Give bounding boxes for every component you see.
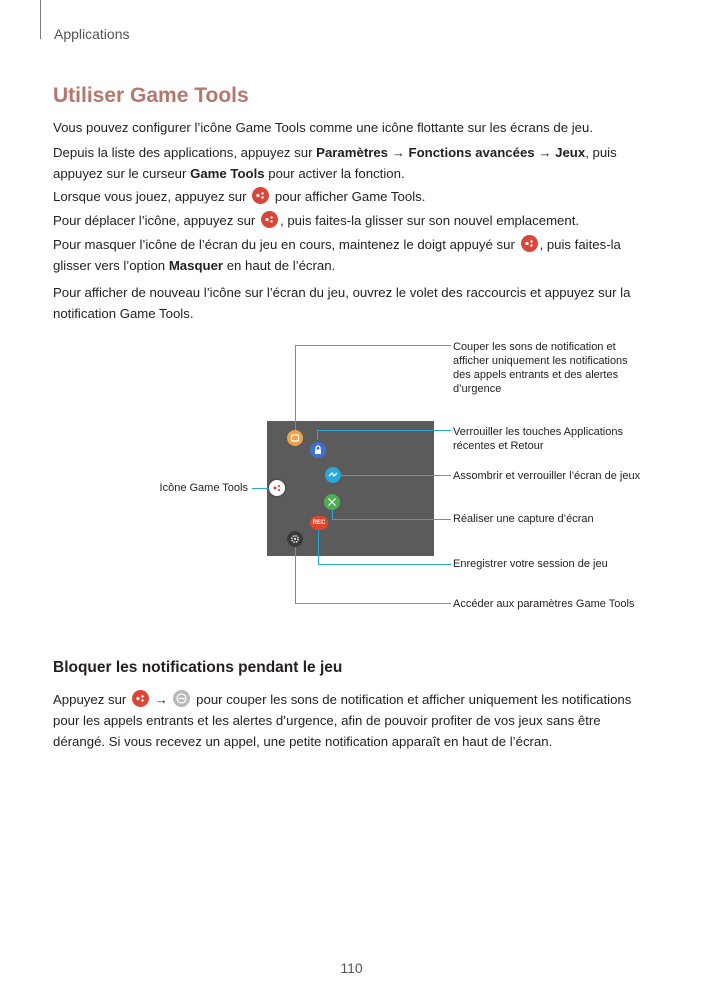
paragraph-hide: Pour masquer l’icône de l’écran du jeu en cours, maintenez le doigt appuyé sur , puis faites-la glisser vers l’option Masquer en haut de l’écran. — [53, 237, 621, 273]
running-head: Applications — [54, 26, 130, 42]
menu-path-jeux: Jeux — [555, 145, 586, 160]
paragraph-move: Pour déplacer l’icône, appuyez sur , puis faites-la glisser sur son nouvel emplacement. — [53, 213, 580, 228]
switch-name-game-tools: Game Tools — [190, 166, 265, 181]
leader-settings-h — [295, 603, 451, 604]
game-tools-icon — [132, 690, 149, 707]
margin-rule — [40, 0, 41, 39]
block-notifications-icon — [173, 690, 190, 707]
subsection-title: Bloquer les notifications pendant le jeu — [53, 659, 343, 676]
paragraph-show: Lorsque vous jouez, appuyez sur pour afficher Game Tools. — [53, 189, 426, 204]
game-tools-icon — [252, 187, 269, 204]
callout-mute: Couper les sons de notification et afficher uniquement les notifications des appels entrants et des alertes d’urgence — [453, 341, 628, 395]
leader-dim — [340, 475, 451, 476]
option-masquer: Masquer — [168, 258, 224, 273]
leader-settings — [295, 547, 296, 603]
leader-game-tools — [252, 488, 270, 489]
page-number: 110 — [340, 960, 363, 976]
game-tools-floating-button[interactable] — [269, 480, 285, 496]
callout-lock-keys: Verrouiller les touches Applications récentes et Retour — [453, 426, 623, 452]
leader-capture — [332, 510, 333, 519]
dim-lock-screen-button[interactable] — [325, 467, 341, 483]
callout-dim: Assombrir et verrouiller l’écran de jeux — [453, 470, 641, 482]
leader-capture-h — [332, 519, 451, 520]
lock-keys-button[interactable] — [310, 442, 326, 458]
record-button[interactable] — [310, 516, 328, 530]
mute-notifications-button[interactable] — [287, 430, 303, 446]
game-tools-icon — [521, 235, 538, 252]
callout-settings: Accéder aux paramètres Game Tools — [453, 598, 635, 610]
callout-capture: Réaliser une capture d’écran — [453, 513, 594, 525]
menu-path-fonctions-avancees: Fonctions avancées — [408, 145, 535, 160]
leader-mute — [295, 345, 296, 430]
record-badge: REC — [312, 520, 326, 526]
game-tools-icon-label: Icône Game Tools — [159, 482, 248, 494]
settings-button[interactable] — [287, 531, 303, 547]
section-title: Utiliser Game Tools — [53, 84, 249, 107]
paragraph-configure: Vous pouvez configurer l’icône Game Tools comme une icône flottante sur les écrans de jeu. — [53, 120, 594, 135]
callout-record: Enregistrer votre session de jeu — [453, 558, 608, 570]
leader-lock-h — [317, 430, 451, 431]
leader-record — [318, 530, 319, 564]
leader-mute-h — [295, 345, 451, 346]
paragraph-reshow: Pour afficher de nouveau l’icône sur l’écran du jeu, ouvrez le volet des raccourcis et appuyez sur la notification Game Tools. — [53, 285, 631, 321]
paragraph-block-notifications: Appuyez sur → pour couper les sons de notification et afficher uniquement les notifications pour les appels entrants et les alertes d’urgence, afin de pouvoir profiter de vos jeux sans être dérangé. Si vous recevez un appel, une petite notification apparaît en haut de l’écran. — [53, 692, 632, 749]
screenshot-button[interactable] — [324, 494, 340, 510]
paragraph-enable: Depuis la liste des applications, appuyez sur Paramètres → Fonctions avancées → Jeux, puis appuyez sur le curseur Game Tools pour activer la fonction. — [53, 145, 617, 181]
menu-path-parametres: Paramètres — [316, 145, 389, 160]
leader-record-h — [318, 564, 451, 565]
leader-lock — [317, 430, 318, 440]
game-tools-icon — [261, 211, 278, 228]
